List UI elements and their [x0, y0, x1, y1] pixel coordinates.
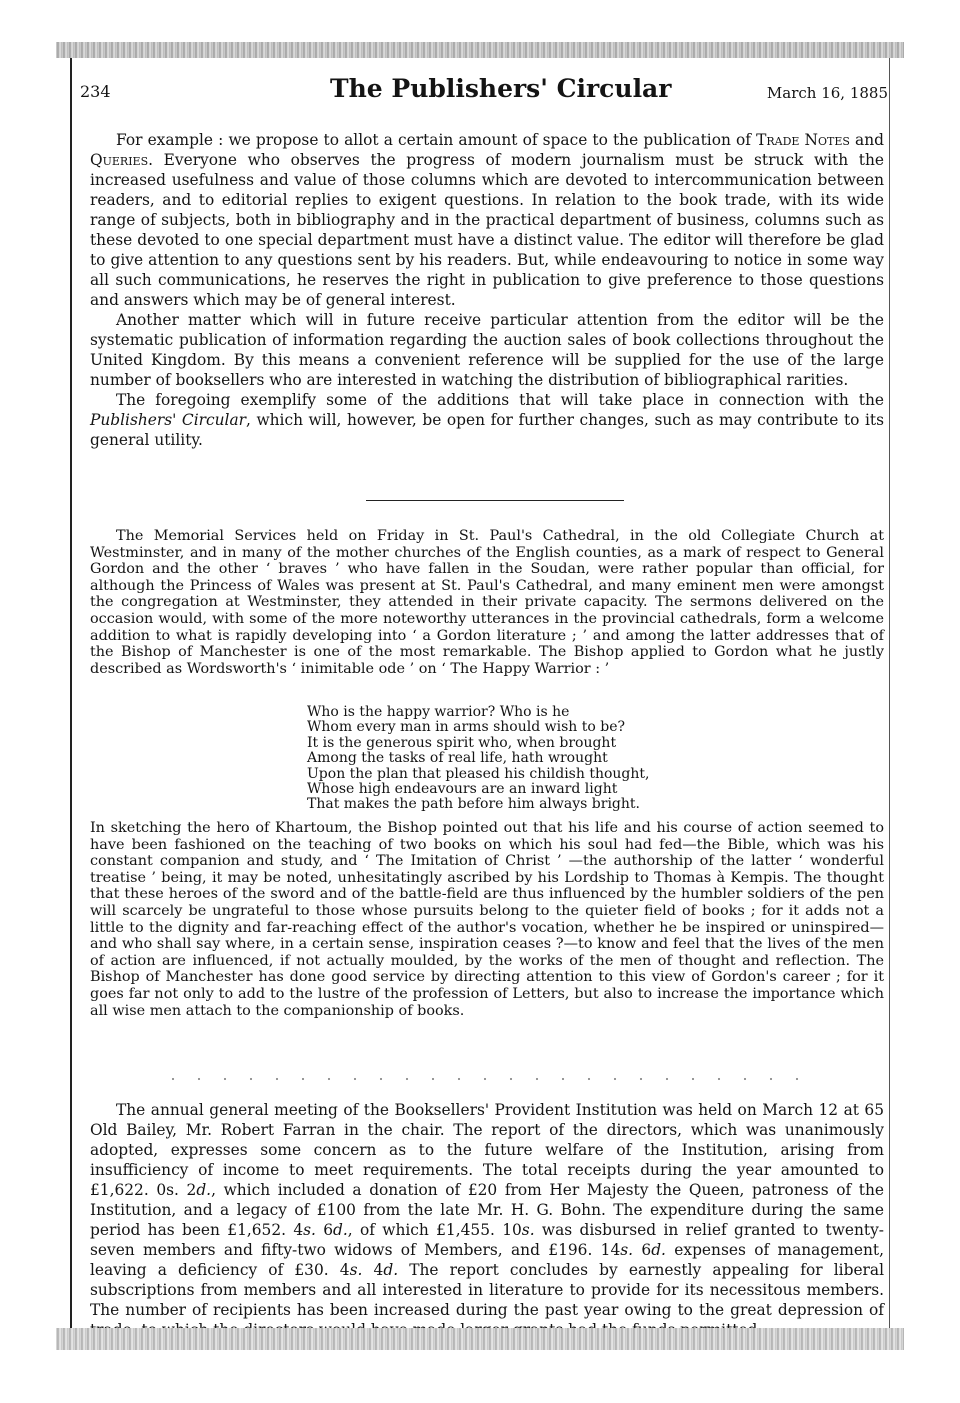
issue-date: March 16, 1885 — [766, 84, 888, 102]
publication-title: The Publishers' Circular — [330, 74, 672, 103]
right-column-rule — [889, 58, 890, 1328]
article-gordon-memorial-opening — [90, 528, 884, 677]
text-run: The annual general meeting of the Booksellers' Provident Institution was held on March 12 at 65 Old Bailey, Mr. Robert Farran in the chair. The report of the directors, which was unanimously adopted, expresses some concern as to the future welfare of the Institution, arising from insufficiency of income to meet requirements. The total receipts during the year amounted to £1,622. 0s. 2 — [90, 1101, 884, 1199]
text-run: was disbursed in relief granted to twenty-seven members and fifty-two widows of Members, and £196. 14 — [90, 1221, 885, 1259]
currency-shillings: s. — [303, 1221, 316, 1239]
poem-line: Who is the happy warrior? Who is he — [307, 704, 570, 720]
dotted-divider — [160, 1076, 800, 1082]
publication-name-italic: Publishers' Circular — [90, 411, 246, 429]
section-divider — [366, 500, 624, 501]
text-run: . Everyone who observes the progress of modern journalism must be struck with the increased usefulness and value of those columns which are devoted to intercommunication between readers, and to editorial replies to exigent questions. In relation to the book trade, with its wide range of subjects, both in bibliography and in the practical department of business, columns such as these devoted to one special department must have a distinct value. The editor will therefore be glad to give attention to any questions sent by his readers. But, while endeavouring to notice in some way all such communications, he reserves the right in publication to give preference to those questions and answers which may be of general interest. — [90, 151, 884, 309]
poem-line: Upon the plan that pleased his childish thought, — [307, 765, 650, 782]
paragraph: In sketching the hero of Khartoum, the Bishop pointed out that his life and his course of action seemed to have been fashioned on the teaching of two books on which his soul had fed—the Bible, which was his constant companion and study, and ‘ The Imitation of Christ ’ —the authorship of the latter ‘ wonderful treatise ’ being, it may be noted, unhesitatingly ascribed by his Lordship to Thomas à Kempis. The thought that these heroes of the sword and of the battle-field are thus influenced by the humbler soldiers of the pen will scarcely be ungrateful to those whose pursuits belong to the quieter field of books ; for it adds not a little to the dignity and far-reaching effect of the author's vocation, whether he be inspired or uninspired—and who shall say where, in a certain sense, inspiration ceases ?—to know and feel that the lives of the men of action are influenced, if not actually moulded, by the works of the men of thought and reflection. The Bishop of Manchester has done good service by directing attention to this view of Gordon's career ; for it goes far not only to add to the lustre of the profession of Letters, but also to increase the importance which all wise men attach to the companionship of books. — [90, 820, 884, 1019]
text-run: , which will, however, be open for further changes, such as may contribute to its general utility. — [90, 411, 884, 449]
article-gordon-memorial-continued — [90, 820, 884, 1019]
text-run: 4 — [362, 1261, 384, 1279]
text-run: 6 — [315, 1221, 334, 1239]
text-run: 6 — [633, 1241, 652, 1259]
text-run: For example : we propose to allot a certain amount of space to the publication of — [116, 131, 757, 149]
paragraph — [90, 130, 884, 310]
poem-happy-warrior — [307, 705, 767, 813]
text-run: The report concludes by earnestly appealing for liberal subscriptions from members and all interested in literature to provide for its necessitous members. The number of recipients has been increased during the past year owing to the great depression of — [90, 1261, 885, 1319]
currency-pence: d. — [333, 1221, 348, 1239]
top-edge-band — [56, 42, 904, 58]
paragraph: Another matter which will in future receive particular attention from the editor will be the systematic publication of information regarding the auction sales of book collections throughout the United Kingdom. By this means a convenient reference will be supplied for the use of the large number of booksellers who are interested in watching the distribution of bibliographical rarities. — [90, 311, 884, 389]
text-run: expenses of management, leaving a deficiency of £30. 4 — [90, 1241, 884, 1279]
running-header — [80, 74, 888, 114]
left-column-rule — [70, 58, 72, 1328]
text-run: , of which £1,455. 10 — [347, 1221, 522, 1239]
currency-shillings: s. — [620, 1241, 634, 1259]
currency-pence: d. — [196, 1181, 212, 1199]
poem-line: Among the tasks of real life, hath wrought — [307, 750, 608, 767]
paragraph: The Memorial Services held on Friday in St. Paul's Cathedral, in the old Collegiate Church at Westminster, and in many of the mother churches of the English counties, as a mark of respect to General Gordon and the other ‘ braves ’ who have fallen in the Soudan, were rather popular than official, for although the Princess of Wales was present at St. Paul's Cathedral, and many eminent men were amongst the congregation at Westminster, they attended in their private capacity. The sermons delivered on the occasion would, with some of the more noteworthy utterances in the provincial cathedrals, form a welcome addition to what is rapidly developing into ‘ a Gordon literature ; ’ and among the latter addresses that of the Bishop of Manchester is one of the most remarkable. The Bishop applied to Gordon what he justly described as Wordsworth's ‘ inimitable ode ’ on ‘ The Happy Warrior : ’ — [90, 528, 884, 677]
paragraph — [90, 1100, 884, 1340]
poem-line: It is the generous spirit who, when brought — [307, 734, 617, 751]
poem-line: That makes the path before him always bright. — [307, 796, 640, 813]
paragraph — [90, 390, 884, 450]
text-run: , which included a donation of £20 from Her Majesty the Queen, patroness of the Institution, and a legacy of £100 from the late Mr. H. G. Bohn. The expenditure during the same period has been £1,652. 4 — [90, 1181, 885, 1239]
currency-shillings: s. — [521, 1221, 535, 1239]
currency-pence: d. — [651, 1241, 666, 1259]
currency-pence: d. — [383, 1261, 399, 1279]
article-editorial-additions — [90, 130, 884, 450]
trade-notes-heading: Trade Notes — [756, 131, 850, 149]
text-run: The foregoing exemplify some of the additions that will take place in connection with the — [116, 391, 884, 409]
bottom-edge-band — [56, 1328, 904, 1350]
article-booksellers-provident-institution — [90, 1100, 884, 1340]
page-number: 234 — [80, 82, 111, 101]
poem-line: Whose high endeavours are an inward light — [307, 781, 618, 798]
poem-line: Whom every man in arms should wish to be? — [307, 719, 625, 736]
queries-heading: Queries — [90, 151, 149, 169]
text-run: and — [849, 131, 884, 149]
currency-shillings: s. — [349, 1261, 363, 1279]
